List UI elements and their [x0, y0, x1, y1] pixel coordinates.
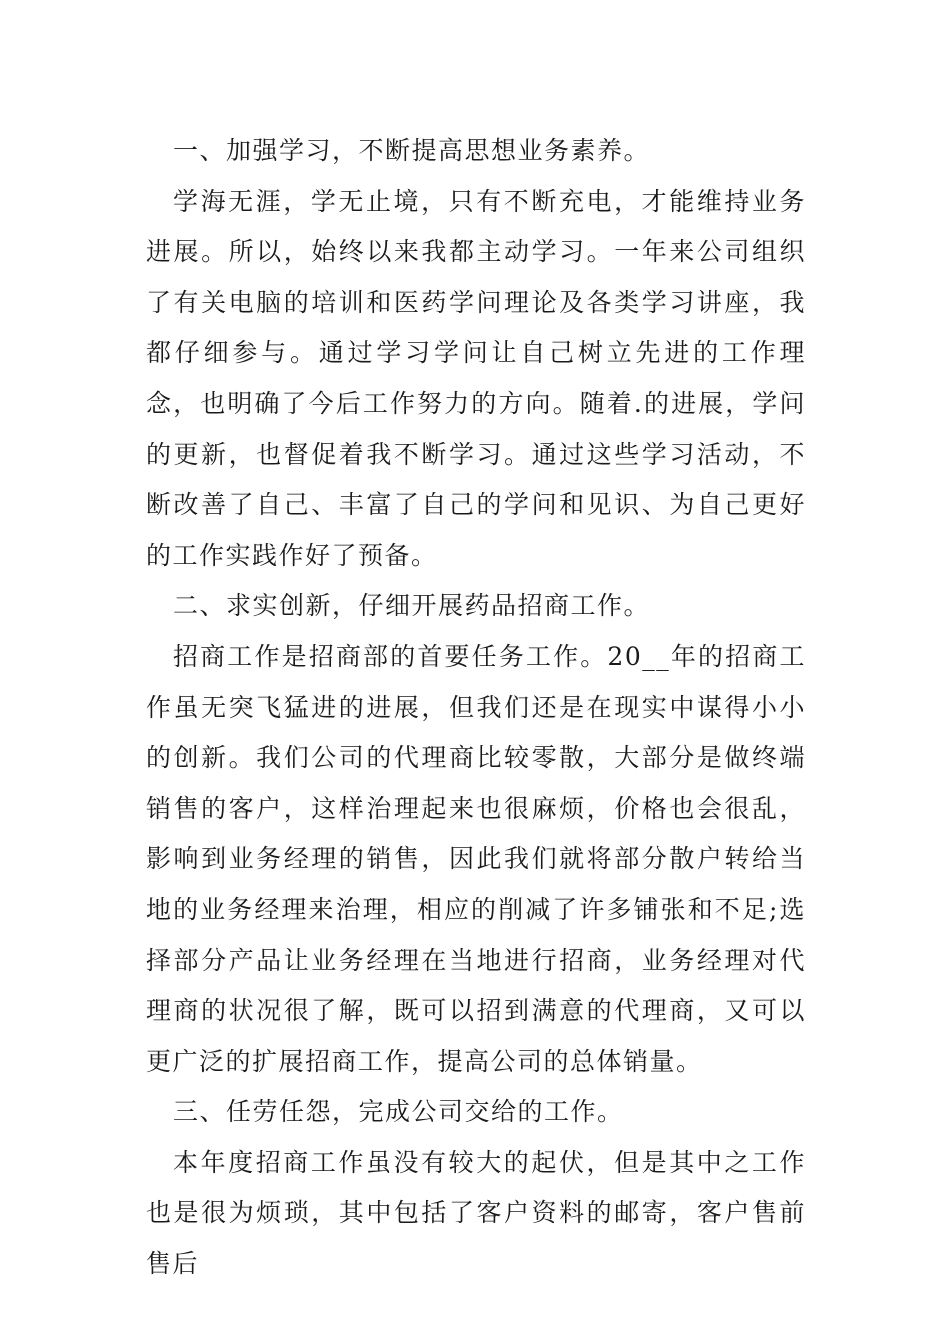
- document-body: [146, 126, 806, 1290]
- section-3-body: 本年度招商工作虽没有较大的起伏，但是其中之工作也是很为烦琐，其中包括了客户资料的邮寄，客户售前售后: [146, 1147, 806, 1279]
- section-1-body: 学海无涯，学无止境，只有不断充电，才能维持业务进展。所以，始终以来我都主动学习。一年来公司组织了有关电脑的培训和医药学问理论及各类学习讲座，我都仔细参与。通过学习学问让自己树立先进的工作理念，也明确了今后工作努力的方向。随着.的进展，学问的更新，也督促着我不断学习。通过这些学习活动，不断改善了自己、丰富了自己的学问和见识、为自己更好的工作实践作好了预备。: [146, 186, 806, 570]
- section-1-heading: 一、加强学习，不断提高思想业务素养。: [173, 136, 651, 165]
- section-3-heading: 三、任劳任怨，完成公司交给的工作。: [173, 1097, 624, 1127]
- section-2-heading: 二、求实创新，仔细开展药品招商工作。: [173, 591, 651, 621]
- section-2-body: 招商工作是招商部的首要任务工作。20__年的招商工作虽无突飞猛进的进展，但我们还是在现实中谋得小小的创新。我们公司的代理商比较零散，大部分是做终端销售的客户，这样治理起来也很麻烦，价格也会很乱，影响到业务经理的销售，因此我们就将部分散户转给当地的业务经理来治理，相应的削减了许多铺张和不足;选择部分产品让业务经理在当地进行招商，业务经理对代理商的状况很了解，既可以招到满意的代理商，又可以更广泛的扩展招商工作，提高公司的总体销量。: [146, 641, 806, 1076]
